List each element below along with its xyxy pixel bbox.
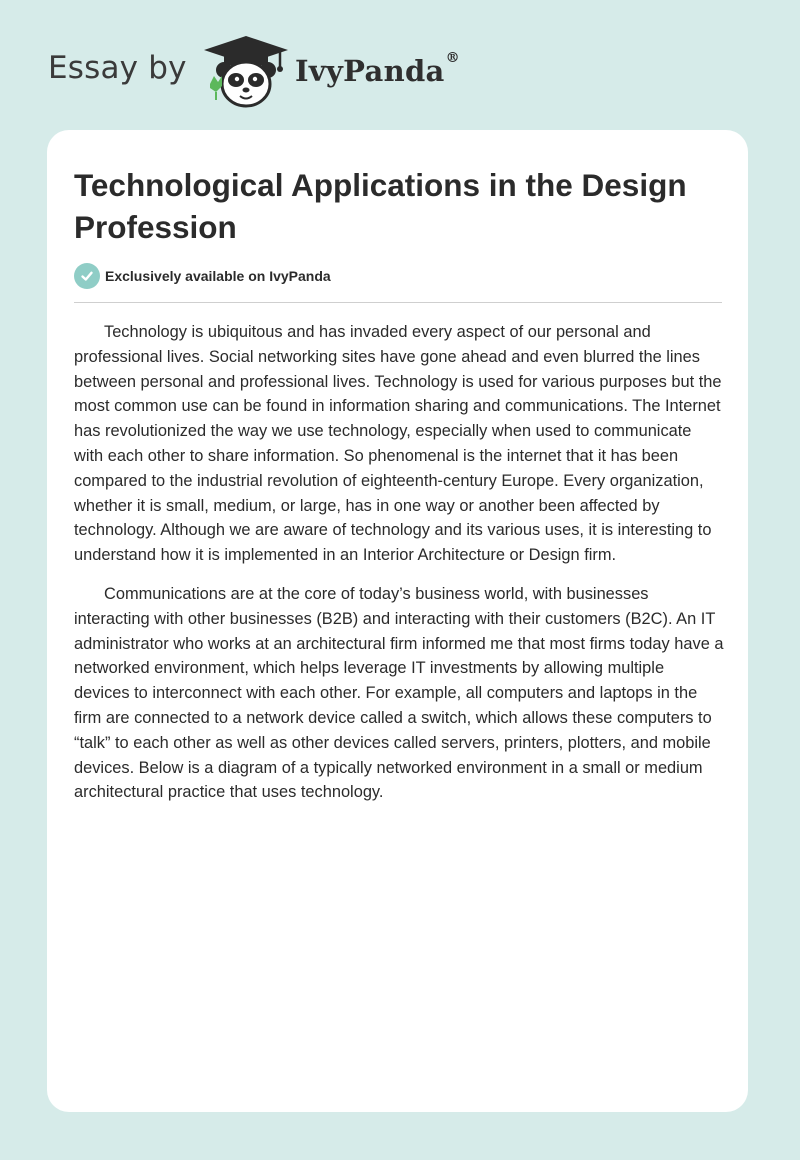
exclusive-label: Exclusively available on IvyPanda	[105, 268, 331, 284]
panda-graduate-logo-icon[interactable]	[200, 34, 292, 110]
registered-mark: ®	[445, 50, 460, 66]
essay-by-label: Essay by	[48, 50, 187, 86]
divider	[74, 302, 722, 303]
paragraph: Communications are at the core of today’s business world, with businesses interacting with other businesses (B2B) and interacting with their customers (B2C). An IT administrator who works at an architectural firm informed me that most firms today have a networked environment, which helps leverage IT investments by allowing multiple devices to interconnect with each other. For example, all computers and laptops in the firm are connected to a network device called a switch, which allows these computers to “talk” to each other as well as other devices called servers, printers, plotters, and mobile devices. Below is a diagram of a typically networked environment in a small or medium architectural practice that uses technology.	[74, 584, 724, 802]
site-header	[48, 34, 568, 110]
article-card	[47, 130, 748, 1112]
exclusive-badge	[74, 263, 331, 289]
article-title: Technological Applications in the Design Profession	[74, 167, 687, 245]
paragraph: Technology is ubiquitous and has invaded every aspect of our personal and professional lives. Social networking sites have gone ahead and even blurred the lines between personal and professional lives. Technology is used for various purposes but the most common use can be found in information sharing and communications. The Internet has revolutionized the way we use technology, especially when used to communicate with each other to share information. So phenomenal is the internet that it has been compared to the industrial revolution of eighteenth-century Europe. Every organization, whether it is small, medium, or large, has in one way or another been affected by technology. Although we are aware of technology and its various uses, it is interesting to understand how it is implemented in an Interior Architecture or Design firm.	[74, 323, 722, 565]
article-body	[74, 320, 724, 819]
brand-name[interactable]: IvyPanda®	[295, 50, 460, 88]
checkmark-icon	[74, 263, 100, 289]
